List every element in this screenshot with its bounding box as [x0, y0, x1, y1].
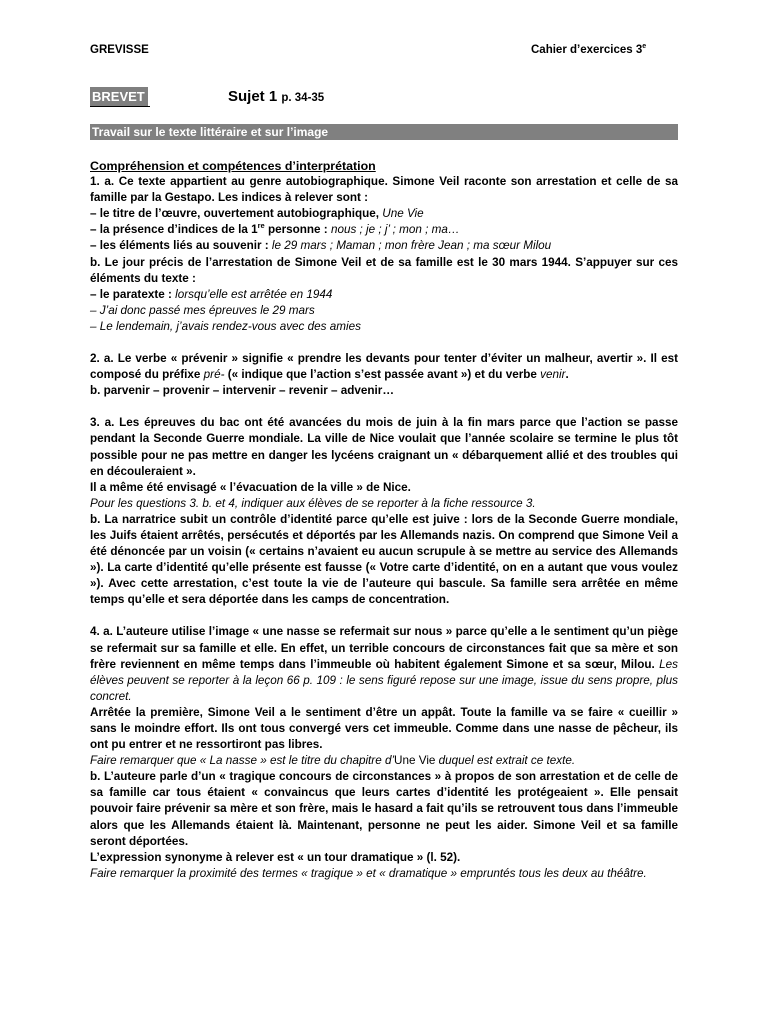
brevet-underline: [90, 106, 150, 107]
q4a-answer: [90, 624, 678, 704]
q3a-answer: 3. a. Les épreuves du bac ont été avancées du mois de juin à la fin mars parce que l’action se passe pendant la Seconde Guerre mondiale. La ville de Nice voulait que l’année scolaire se termine le plus tôt possible pour ne pas mettre en danger les lycéens craignant un « débarquement allié et des troubles qui en découleraient ».: [90, 416, 678, 478]
q2a-answer-end: .: [565, 368, 569, 382]
q1a-item-title: [90, 206, 678, 222]
q1a-item-memory-label: – les éléments liés au souvenir :: [90, 239, 269, 253]
q3-teacher-note: Pour les questions 3. b. et 4, indiquer aux élèves de se reporter à la fiche ressource 3.: [90, 496, 536, 510]
q1a-item-title-label: – le titre de l’œuvre, ouvertement autobiographique,: [90, 207, 379, 221]
q1a-item-memory-value: le 29 mars ; Maman ; mon frère Jean ; ma sœur Milou: [271, 239, 552, 253]
q1a-item-person-label: [90, 223, 328, 236]
q4b-answer: b. L’auteure parle d’un « tragique concours de circonstances » à propos de son arrestation et de celle de sa famille car tous étaient « convaincus que leurs cartes d’identité les protégeaient ». Elle pensait pouvoir faire prévenir sa mère et son frère, mais le hasard a fait qu’ils se retrouvent tous dans l’immeuble alors que les Allemands étaient là. Maintenant, personne ne peut les aider. Simone Veil et sa famille seront déportées.: [90, 770, 678, 848]
q4-chapter-note-title: Une Vie: [394, 754, 436, 768]
q1a-item-person: [90, 222, 678, 238]
q2a-answer: [90, 351, 678, 383]
q4a-teacher-note: Les élèves peuvent se reporter à la leçon 66 p. 109 : le sens figuré repose sur une image, issue du sens propre, plus concret.: [90, 657, 678, 703]
section-banner: Travail sur le texte littéraire et sur l’image: [90, 124, 678, 140]
q3a-answer-continued: Il a même été envisagé « l’évacuation de la ville » de Nice.: [90, 480, 411, 494]
q1a-item-person-label-pre: – la présence d’indices de la 1: [90, 223, 258, 237]
brevet-badge: BREVET: [90, 87, 148, 106]
q4a-answer-continued: Arrêtée la première, Simone Veil a le sentiment d’être un appât. Toute la famille va se faire « cueillir » sans le moindre effort. Ils ont tous convergé vers cet immeuble. Comme dans une nasse de pêcheur, ils ont pu entrer et ne ressortiront pas libres.: [90, 705, 678, 752]
header-book-title-sup: e: [642, 43, 647, 51]
spacer: [90, 399, 678, 415]
section-title: Compréhension et compétences d’interprétation: [90, 159, 376, 173]
q1b-item-quote-2: – Le lendemain, j’avais rendez-vous avec des amies: [90, 319, 361, 333]
q1b-intro: b. Le jour précis de l’arrestation de Simone Veil et de sa famille est le 30 mars 1944. S’appuyer sur ces éléments du texte :: [90, 255, 678, 285]
header-book-title: [531, 44, 646, 56]
q2a-verb: venir: [540, 368, 566, 382]
spacer: [90, 608, 678, 624]
q1b-item-quote-1: – J’ai donc passé mes épreuves le 29 mars: [90, 303, 315, 317]
q4-chapter-note-post: duquel est extrait ce texte.: [435, 754, 576, 768]
q4-chapter-note: [90, 753, 678, 769]
q1b-item-paratext-label: – le paratexte :: [90, 287, 172, 301]
q2a-answer-pre: 2. a. Le verbe « prévenir » signifie « prendre les devants pour tenter d’éviter un malheur, avertir ». Il est composé du préfixe: [90, 352, 678, 382]
q1b-item-paratext: [90, 287, 678, 303]
q3b-answer: b. La narratrice subit un contrôle d’identité parce qu’elle est juive : lors de la Seconde Guerre mondiale, les Juifs étaient arrêtés, persécutés et déportés par les Allemands nazis. On comprend que Simone Veil a été dénoncée par un voisin (« certains n’avaient eu aucun scrupule à se mettre au service des Allemands »). La carte d’identité qu’elle présente est fausse (« Votre carte d’identité, on en a autant que vous voulez »). Avec cette arrestation, c’est toute la vie de l’auteure qui bascule. Sa famille sera arrêtée en même temps qu’elle et sera déportée dans les camps de concentration.: [90, 512, 678, 607]
q4a-answer-text: 4. a. L’auteure utilise l’image « une nasse se refermait sur nous » parce qu’elle a le sentiment qu’un piège se refermait sur sa famille et elle. En effet, un terrible concours de circonstances fait que sa mère et son frère reviennent en même temps dans l’immeuble où habitent également Simone et sa sœur, Milou.: [90, 625, 678, 671]
header-author: GREVISSE: [90, 44, 149, 56]
subject-title: [228, 88, 324, 105]
q4-chapter-note-pre: Faire remarquer que « La nasse » est le titre du chapitre d’: [90, 754, 395, 768]
q1a-item-person-label-post: personne :: [264, 223, 328, 237]
q2b-answer: b. parvenir – provenir – intervenir – revenir – advenir…: [90, 384, 395, 398]
q1b-item-paratext-value: lorsqu’elle est arrêtée en 1944: [175, 287, 333, 301]
subject-title-text: Sujet 1: [228, 88, 278, 105]
q1a-item-person-value: nous ; je ; j’ ; mon ; ma…: [330, 223, 460, 237]
q2a-prefix: pré-: [203, 368, 225, 382]
q1a-item-memory: [90, 238, 678, 254]
header-book-title-text: Cahier d’exercices 3: [531, 44, 643, 56]
q1a-item-title-value: Une Vie: [382, 207, 424, 221]
q4b-teacher-note: Faire remarquer la proximité des termes « tragique » et « dramatique » empruntés tous les deux au théâtre.: [90, 866, 647, 880]
q4b-answer-continued: L’expression synonyme à relever est « un tour dramatique » (l. 52).: [90, 850, 461, 864]
q1a-intro: 1. a. Ce texte appartient au genre autobiographique. Simone Veil raconte son arrestation et celle de sa famille par la Gestapo. Les indices à relever sont :: [90, 175, 678, 205]
q1a-item-person-label-sup: re: [257, 221, 265, 231]
spacer: [90, 335, 678, 351]
answer-key-content: [90, 158, 678, 882]
q2a-answer-mid: (« indique que l’action s’est passée avant ») et du verbe: [227, 368, 537, 382]
subject-pages: p. 34-35: [281, 92, 325, 104]
